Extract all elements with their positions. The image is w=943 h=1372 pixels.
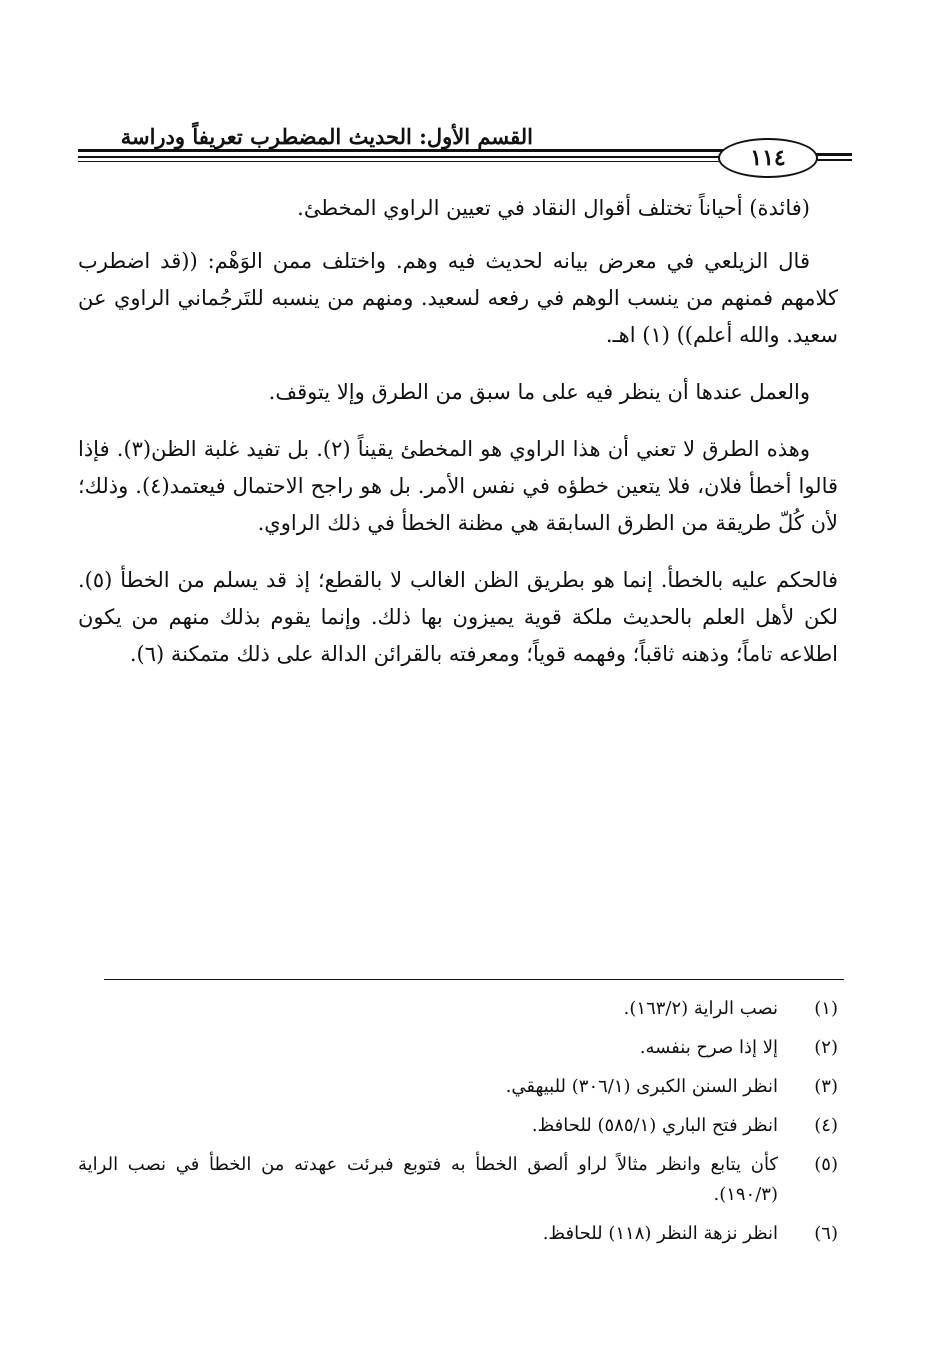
footnote: [78, 1219, 838, 1249]
footnote: [78, 994, 838, 1024]
footnote-text: كأن يتابع وانظر مثالاً لراو ألصق الخطأ به فتوبع فبرئت عهدته من الخطأ في نصب الراية (١٩٠/٣).: [78, 1154, 778, 1205]
paragraph: قال الزيلعي في معرض بيانه لحديث فيه وهم. واختلف ممن الوَهْم: ((قد اضطرب كلامهم فمنهم من ينسب الوهم في رفعه لسعيد. ومنهم من ينسبه للتَرجُماني الراوي عن سعيد. والله أعلم)) (١) اهـ.: [78, 249, 838, 347]
header-rule: [78, 156, 805, 158]
footnote-text: انظر نزهة النظر (١١٨) للحافظ.: [542, 1223, 778, 1244]
footnote-number: (٤): [814, 1115, 838, 1136]
footnote: [78, 1072, 838, 1102]
header-rule-tail: [812, 159, 852, 161]
header-rule-tail: [812, 153, 852, 156]
running-header-title: القسم الأول: الحديث المضطرب تعريفاً ودراسة: [120, 124, 533, 149]
footnote-number: (١): [814, 998, 838, 1019]
footnote-number: (٢): [814, 1037, 838, 1058]
footnote-number: (٦): [814, 1223, 838, 1244]
footnote-text: نصب الراية (١٦٣/٢).: [623, 998, 778, 1019]
page-number: ١١٤: [750, 145, 786, 171]
footnote: [78, 1111, 838, 1141]
paragraph: فالحكم عليه بالخطأ. إنما هو بطريق الظن الغالب لا بالقطع؛ إذ قد يسلم من الخطأ (٥). لكن لأهل العلم بالحديث ملكة قوية يميزون بها ذلك. وإنما يقوم بذلك منهم من يكون اطلاعه تاماً؛ وذهنه ثاقباً؛ وفهمه قوياً؛ ومعرفته بالقرائن الدالة على ذلك متمكنة (٦).: [78, 568, 838, 666]
paragraph-note: (فائدة) أحياناً تختلف أقوال النقاد في تعيين الراوي المخطئ.: [297, 196, 810, 220]
main-text: [78, 190, 838, 693]
paragraph: وهذه الطرق لا تعني أن هذا الراوي هو المخطئ يقيناً (٢). بل تفيد غلبة الظن(٣). فإذا قالوا أخطأ فلان، فلا يتعين خطؤه في نفس الأمر. بل هو راجح الاحتمال فيعتمد(٤). وذلك؛ لأن كُلّ طريقة من الطرق السابقة هي مظنة الخطأ في ذلك الراوي.: [78, 437, 839, 535]
header-rule: [78, 149, 805, 152]
paragraph: والعمل عندها أن ينظر فيه على ما سبق من الطرق وإلا يتوقف.: [268, 380, 810, 404]
footnote: [78, 1150, 838, 1210]
footnote-number: (٣): [814, 1076, 838, 1097]
footnote-text: انظر فتح الباري (٥٨٥/١) للحافظ.: [531, 1115, 778, 1136]
header-rule: [78, 161, 805, 162]
footnotes: [78, 994, 838, 1258]
page-number-badge: [718, 138, 818, 178]
footnote: [78, 1033, 838, 1063]
footnote-number: (٥): [814, 1154, 838, 1175]
footnote-text: انظر السنن الكبرى (٣٠٦/١) للبيهقي.: [505, 1076, 778, 1097]
footnote-separator: [104, 979, 844, 980]
footnote-text: إلا إذا صرح بنفسه.: [639, 1037, 778, 1058]
